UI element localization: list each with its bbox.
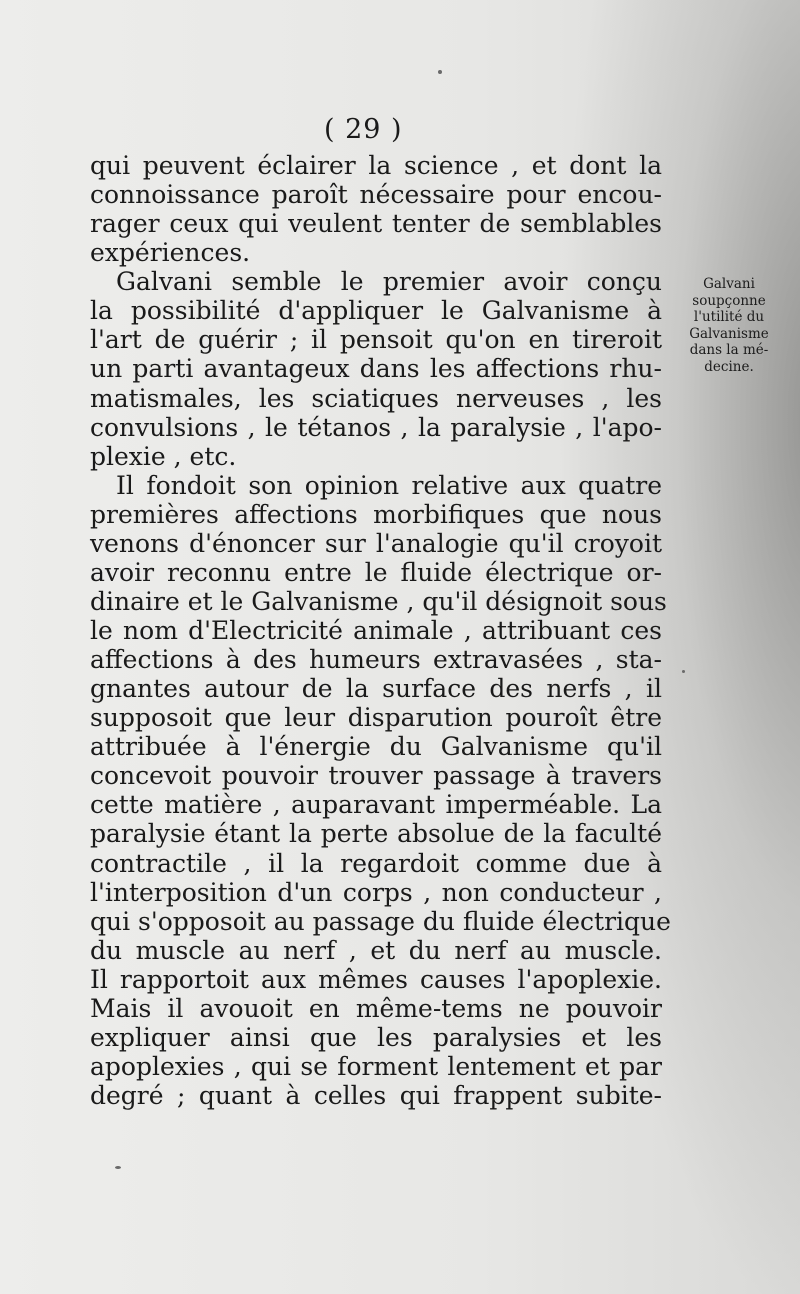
margin-note-line: l'utilité du	[693, 309, 765, 325]
text-line: venons d'énoncer sur l'analogie qu'il croyoit	[90, 528, 662, 558]
text-line: Mais il avouoit en même-tems ne pouvoir	[90, 993, 662, 1023]
margin-note-line: dans la mé-	[689, 342, 769, 358]
text-line: expliquer ainsi que les paralysies et les	[90, 1022, 662, 1052]
text-line: cette matière , auparavant imperméable. La	[90, 790, 662, 820]
text-line: un parti avantageux dans les affections rhu-	[90, 354, 662, 384]
text-line: affections à des humeurs extravasées , sta-	[90, 645, 662, 675]
text-line: Il rapportoit aux mêmes causes l'apoplexie.	[90, 964, 662, 994]
text-line: le nom d'Electricité animale , attribuant ces	[90, 616, 662, 645]
body-text	[90, 151, 671, 1110]
margin-note-line: decine.	[704, 358, 754, 375]
text-line: Galvani semble le premier avoir conçu	[116, 267, 662, 297]
text-line: qui s'opposoit au passage du fluide électrique	[90, 906, 671, 936]
ink-speck	[115, 1166, 121, 1169]
text-line: dinaire et le Galvanisme , qu'il désignoit sous	[90, 586, 667, 616]
margin-note-line: soupçonne	[692, 292, 766, 309]
text-line: contractile , il la regardoit comme due à	[90, 848, 662, 878]
text-line: qui peuvent éclairer la science , et dont la	[90, 151, 662, 180]
text-line: avoir reconnu entre le fluide électrique or-	[90, 557, 662, 587]
text-line: expériences.	[90, 238, 251, 268]
margin-note-line: Galvani	[703, 276, 755, 292]
text-line: premières affections morbifiques que nous	[90, 499, 662, 529]
ink-speck	[682, 670, 685, 673]
text-line: matismales, les sciatiques nerveuses , les	[90, 383, 662, 413]
text-line: rager ceux qui veulent tenter de semblables	[90, 209, 662, 239]
text-line: plexie , etc.	[90, 441, 237, 471]
margin-note-line: Galvanisme	[689, 325, 769, 342]
text-line: attribuée à l'énergie du Galvanisme qu'il	[90, 732, 662, 762]
text-line: paralysie étant la perte absolue de la faculté	[90, 819, 662, 849]
margin-note	[664, 276, 794, 375]
text-line: supposoit que leur disparution pouroît être	[90, 703, 662, 733]
text-line: apoplexies , qui se forment lentement et par	[90, 1051, 662, 1081]
text-line: concevoit pouvoir trouver passage à travers	[90, 761, 662, 791]
text-line: l'interposition d'un corps , non conducteur ,	[90, 877, 662, 907]
text-line: la possibilité d'appliquer le Galvanisme à	[90, 296, 662, 326]
text-line: gnantes autour de la surface des nerfs , il	[90, 674, 662, 704]
text-line: Il fondoit son opinion relative aux quatre	[116, 470, 662, 500]
text-line: du muscle au nerf , et du nerf au muscle.	[90, 935, 662, 965]
text-line: degré ; quant à celles qui frappent subite-	[90, 1081, 662, 1110]
text-line: connoissance paroît nécessaire pour encou-	[90, 180, 662, 210]
text-line: convulsions , le tétanos , la paralysie , l'apo-	[90, 412, 662, 442]
ink-speck	[438, 70, 442, 74]
text-line: l'art de guérir ; il pensoit qu'on en tireroit	[90, 325, 662, 355]
page-number: ( 29 )	[324, 114, 403, 145]
